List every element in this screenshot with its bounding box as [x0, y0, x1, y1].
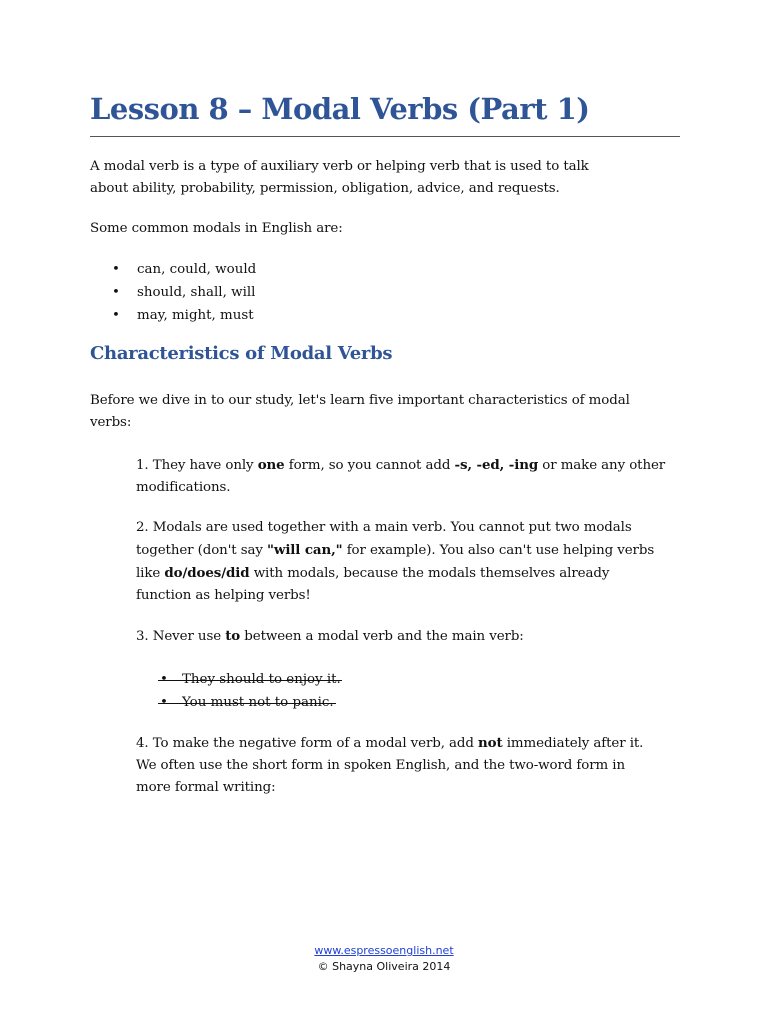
intro-paragraph: [90, 156, 680, 200]
bold-run: do/does/did: [164, 565, 250, 581]
page-title: Lesson 8 – Modal Verbs (Part 1): [90, 92, 590, 126]
strikethrough-line: [158, 703, 336, 704]
intro-line-2: about ability, probability, permission, obligation, advice, and requests.: [90, 181, 560, 196]
incorrect-example-text: You must not to panic.: [182, 695, 334, 710]
bold-run: not: [478, 735, 503, 751]
text-run: 4. To make the negative form of a modal verb, add: [136, 736, 479, 751]
bullet-icon: •: [112, 308, 120, 323]
section-intro-line-2: verbs:: [90, 415, 132, 430]
text-run: for example). You also can't use helping verbs: [342, 543, 655, 558]
text-run: 3. Never use: [136, 629, 226, 644]
bold-run: -s, -ed, -ing: [454, 457, 539, 473]
characteristic-3: [136, 625, 696, 648]
text-run: immediately after it.: [502, 736, 644, 751]
text-run: or make any other: [538, 458, 666, 473]
list-item-text: can, could, would: [137, 262, 257, 277]
section-intro-line-1: Before we dive in to our study, let's learn five important characteristics of modal: [90, 393, 630, 408]
bullet-icon: •: [160, 695, 168, 710]
characteristic-4-line-1: [136, 732, 696, 755]
bullet-icon: •: [112, 285, 120, 300]
characteristic-2-line-3: [136, 562, 696, 585]
bold-run: one: [257, 457, 285, 473]
characteristic-1: [136, 454, 696, 499]
website-link[interactable]: www.espressoenglish.net: [314, 944, 454, 957]
common-modals-intro: Some common modals in English are:: [90, 221, 343, 236]
characteristic-2-line-2: [136, 539, 696, 562]
text-run: form, so you cannot add: [284, 458, 455, 473]
strikethrough-line: [158, 680, 342, 681]
bullet-icon: •: [160, 672, 168, 687]
bold-run: to: [225, 628, 241, 644]
text-run: together (don't say: [136, 543, 268, 558]
bullet-icon: •: [112, 262, 120, 277]
text-run: between a modal verb and the main verb:: [240, 629, 524, 644]
characteristic-4-line-3: more formal writing:: [136, 780, 276, 795]
copyright-notice: © Shayna Oliveira 2014: [317, 960, 451, 973]
text-run: 1. They have only: [136, 458, 258, 473]
list-item-text: should, shall, will: [137, 285, 256, 300]
page-footer: [0, 943, 768, 975]
characteristic-2-line-4: function as helping verbs!: [136, 588, 311, 603]
characteristic-4-line-2: We often use the short form in spoken English, and the two-word form in: [136, 758, 626, 773]
intro-line-1: A modal verb is a type of auxiliary verb or helping verb that is used to talk: [90, 159, 589, 174]
characteristic-1-line-2: modifications.: [136, 480, 231, 495]
title-divider: [90, 136, 680, 137]
text-run: with modals, because the modals themselves already: [249, 566, 610, 581]
characteristic-2: [136, 517, 696, 607]
characteristic-3-line-1: [136, 625, 696, 648]
bold-run: "will can,": [267, 542, 343, 558]
section-intro: [90, 390, 680, 434]
characteristic-4: [136, 732, 696, 799]
list-item-text: may, might, must: [137, 308, 254, 323]
incorrect-example-text: They should to enjoy it.: [182, 672, 341, 687]
section-heading: Characteristics of Modal Verbs: [90, 343, 393, 364]
characteristic-1-line-1: [136, 454, 696, 477]
characteristic-2-line-1: 2. Modals are used together with a main verb. You cannot put two modals: [136, 520, 632, 535]
text-run: like: [136, 566, 165, 581]
